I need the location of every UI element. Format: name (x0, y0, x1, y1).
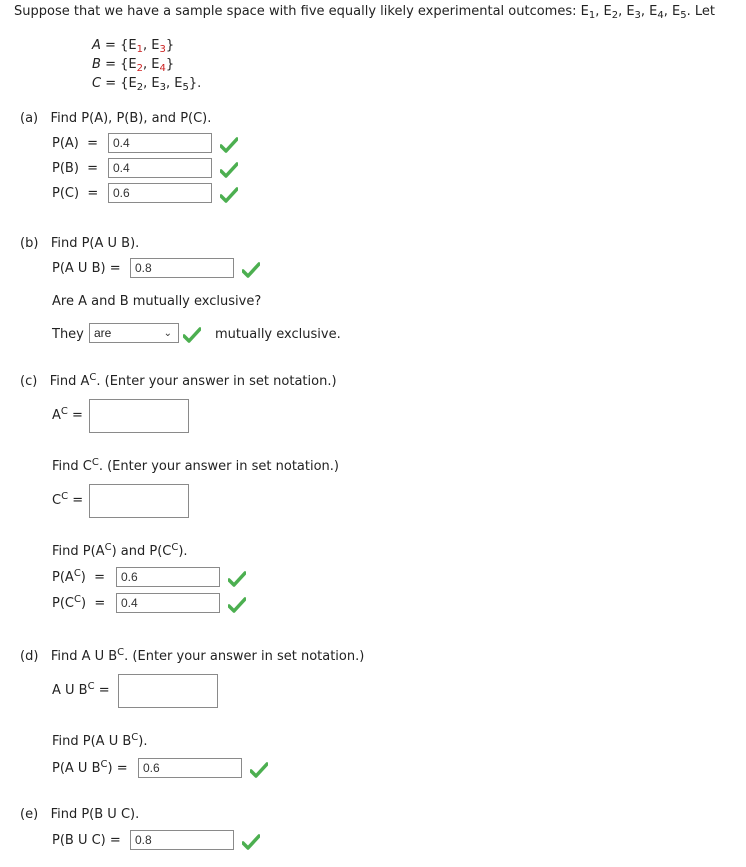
aubc-label: A U $B^C$ = (52, 681, 110, 698)
part-c-q1: Find A (49, 374, 90, 389)
complement-sup: C (73, 568, 81, 579)
check-icon (242, 262, 260, 278)
part-b-heading (20, 236, 139, 251)
aubc-input[interactable] (118, 674, 218, 708)
cc-label: $C^C$ = (52, 491, 84, 508)
part-b-question: Find P(A U B). (50, 236, 140, 251)
pcc-label-text: P(C (52, 596, 74, 611)
pbuc-label: P(B U C) = (52, 833, 121, 848)
check-icon (250, 762, 268, 778)
complement-sup: C (100, 759, 108, 770)
part-c-q3-tail: ). (178, 544, 188, 559)
paubc-label: P(A U $B^C$) = (52, 759, 128, 776)
part-a-label: (a) (20, 111, 39, 126)
equals: = (105, 76, 117, 91)
pa-label: P(A) = (52, 136, 99, 151)
set-c-definition: $C = \{E_2$, $E_3$, $E_5$}. (92, 76, 202, 93)
equals: = (105, 57, 116, 72)
set-b-name: B (92, 57, 101, 72)
complement-sup: C (171, 542, 179, 553)
complement-sup: C (87, 681, 95, 692)
intro-sentence: Suppose that we have a sample space with five equally likely experimental outcomes: E (14, 4, 589, 19)
pa-label-text: P(A) (52, 136, 79, 151)
part-a-heading (20, 111, 211, 126)
complement-sup: C (60, 406, 68, 417)
paub-input[interactable]: 0.8 (130, 258, 234, 278)
ac-label-text: A (52, 408, 61, 423)
part-c-q2-tail: . (Enter your answer in set notation.) (98, 459, 340, 474)
paubc-input[interactable]: 0.6 (138, 758, 242, 778)
cc-input[interactable] (89, 484, 189, 518)
part-c-q3-text: Find P(A (52, 544, 105, 559)
set-a-name: A (92, 38, 101, 53)
cc-label-text: C (52, 493, 62, 508)
set-b-definition: $B = \{E_2$, $E_4$} (92, 57, 175, 74)
part-d-heading (20, 649, 364, 664)
they-label: They (52, 327, 84, 342)
check-icon (220, 137, 238, 153)
check-icon (220, 162, 238, 178)
equals: = (105, 38, 116, 53)
complement-sup: C (117, 647, 125, 658)
exclusive-question: Are A and B mutually exclusive? (52, 294, 262, 309)
part-c-heading (20, 374, 337, 389)
part-c-q2 (52, 459, 339, 474)
part-c-q1-tail: . (Enter your answer in set notation.) (96, 374, 337, 389)
pb-label: P(B) = (52, 161, 99, 176)
pc-label: P(C) = (52, 186, 99, 201)
exclusive-select-value: are (94, 326, 112, 340)
part-c-q2-text: Find C (52, 459, 92, 474)
pbuc-input[interactable]: 0.8 (130, 830, 234, 850)
complement-sup: C (131, 732, 139, 743)
part-d-q1-tail: . (Enter your answer in set notation.) (124, 649, 365, 664)
check-icon (183, 327, 201, 343)
intro-text: Suppose that we have a sample space with five equally likely experimental outcomes: $E_1$, $E_2$, $E_3$, $E_4$, $E_5$. Let (14, 4, 716, 21)
part-d-q2-tail: ). (138, 734, 148, 749)
part-c-q3 (52, 544, 188, 559)
ac-input[interactable] (89, 399, 189, 433)
paubc-label-text: P(A U B (52, 761, 101, 776)
complement-sup: C (89, 372, 97, 383)
ac-label: $A^C$ = (52, 406, 83, 423)
part-c-label: (c) (20, 374, 38, 389)
complement-sup: C (74, 594, 81, 605)
pcc-label: $P(C^C)$ = (52, 594, 106, 611)
part-e-heading (20, 807, 139, 822)
part-d-q1: Find A U B (50, 649, 118, 664)
set-a-definition: $A = \{E_1$, $E_3$} (92, 38, 175, 55)
part-e-question: Find P(B U C). (50, 807, 140, 822)
check-icon (228, 571, 246, 587)
part-e-label: (e) (20, 807, 39, 822)
mutually-exclusive-text: mutually exclusive. (215, 327, 341, 342)
pac-label: $P(A^C)$ = (52, 568, 106, 585)
part-c-q3-mid: ) and P(C (111, 544, 172, 559)
part-d-q2 (52, 734, 147, 749)
set-c-name: C (92, 76, 102, 91)
part-d-label: (d) (20, 649, 39, 664)
exclusive-select[interactable] (89, 323, 179, 343)
complement-sup: C (91, 457, 99, 468)
part-b-label: (b) (20, 236, 39, 251)
intro-let: Let (694, 4, 716, 19)
check-icon (242, 834, 260, 850)
pc-label-text: P(C) (52, 186, 80, 201)
aubc-label-text: A U B (52, 683, 88, 698)
pb-label-text: P(B) (52, 161, 79, 176)
pac-input[interactable]: 0.6 (116, 567, 220, 587)
complement-sup: C (104, 542, 112, 553)
part-a-question: Find P(A), P(B), and P(C). (50, 111, 212, 126)
paub-label: P(A U B) = (52, 261, 121, 276)
complement-sup: C (61, 491, 69, 502)
pcc-input[interactable]: 0.4 (116, 593, 220, 613)
chevron-down-icon: ⌄ (163, 328, 172, 339)
check-icon (228, 597, 246, 613)
pa-input[interactable]: 0.4 (108, 133, 212, 153)
pac-label-text: P(A (52, 570, 74, 585)
check-icon (220, 187, 238, 203)
pc-input[interactable]: 0.6 (108, 183, 212, 203)
part-d-q2-text: Find P(A U B (52, 734, 132, 749)
pb-input[interactable]: 0.4 (108, 158, 212, 178)
